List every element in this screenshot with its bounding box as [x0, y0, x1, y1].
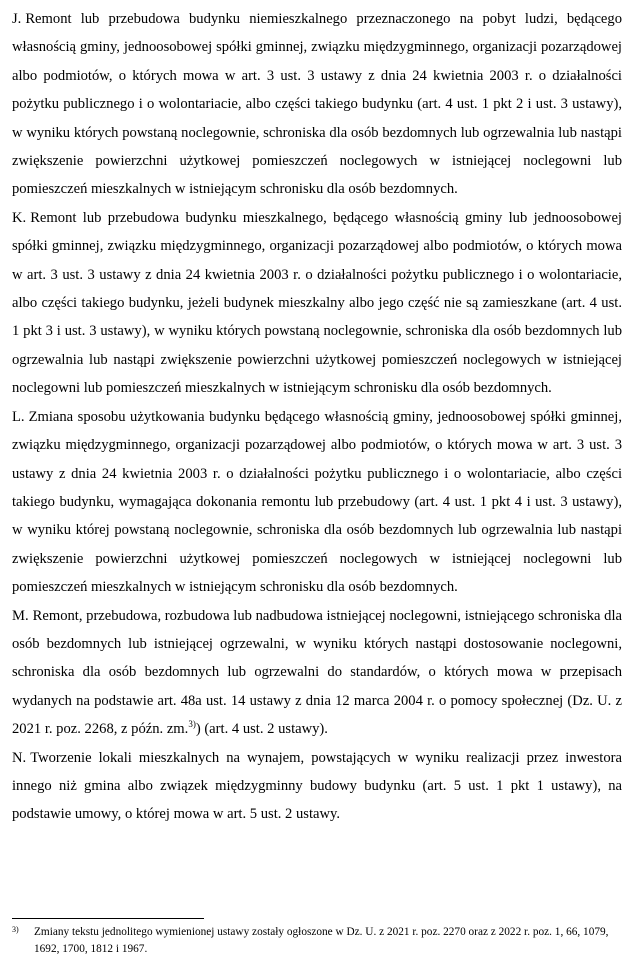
paragraph-text: Remont lub przebudowa budynku niemieszkalnego przeznaczonego na pobyt ludzi, będącego własnością gminy, jednoosobowej spółki gminnej, związku międzygminnego, organizacji pozarządowej albo podmiotów, o których mowa w art. 3 ust. 3 ustawy z dnia 24 kwietnia 2003 r. o działalności pożytku publicznego i o wolontariacie, albo części takiego budynku (art. 4 ust. 1 pkt 2 i ust. 3 ustawy), w wyniku których powstaną noclegownie, schroniska dla osób bezdomnych lub ogrzewalnia lub nastąpi zwiększenie powierzchni użytkowej pomieszczeń noclegowych w istniejącej noclegowni lub pomieszczeń mieszkalnych w istniejącym schronisku dla osób bezdomnych.: [12, 11, 622, 198]
paragraph-j: [12, 5, 622, 204]
paragraph-l: [12, 403, 622, 602]
footnote-text: Zmiany tekstu jednolitego wymienionej ustawy zostały ogłoszone w Dz. U. z 2021 r. poz. 2270 oraz z 2022 r. poz. 1, 66, 1079, 1692, 1700, 1812 i 1967.: [34, 926, 609, 955]
paragraph-letter: M.: [12, 607, 29, 624]
footnote: [12, 924, 624, 958]
paragraph-letter: N.: [12, 749, 27, 766]
paragraph-text-tail: ) (art. 4 ust. 2 ustawy).: [195, 721, 328, 738]
paragraph-m: [12, 602, 622, 744]
footnote-divider: [12, 918, 204, 919]
paragraph-text: Remont, przebudowa, rozbudowa lub nadbudowa istniejącej noclegowni, istniejącego schroniska dla osób bezdomnych lub istniejącej ogrzewalni, w wyniku których nastąpi dostosowanie noclegowni, schroniska dla osób bezdomnych lub ogrzewalni do standardów, o których mowa w przepisach wydanych na podstawie art. 48a ust. 14 ustawy z dnia 12 marca 2004 r. o pomocy społecznej (Dz. U. z 2021 r. poz. 2268, z późn. zm.: [12, 607, 622, 738]
paragraph-text: Zmiana sposobu użytkowania budynku będącego własnością gminy, jednoosobowej spółki gminnej, związku międzygminnego, organizacji pozarządowej albo podmiotów, o których mowa w art. 3 ust. 3 ustawy z dnia 24 kwietnia 2003 r. o działalności pożytku publicznego i o wolontariacie, albo części takiego budynku, wymagająca dokonania remontu lub przebudowy (art. 4 ust. 1 pkt 4 i ust. 3 ustawy), w wyniku której powstaną noclegownie, schroniska dla osób bezdomnych lub ogrzewalnia lub nastąpi zwiększenie powierzchni użytkowej pomieszczeń noclegowych w istniejącej noclegowni lub pomieszczeń mieszkalnych w istniejącym schronisku dla osób bezdomnych.: [12, 408, 622, 596]
paragraph-text: Remont lub przebudowa budynku mieszkalnego, będącego własnością gminy lub jednoosobowej spółki gminnej, związku międzygminnego, organizacji pozarządowej albo podmiotów, o których mowa w art. 3 ust. 3 ustawy z dnia 24 kwietnia 2003 r. o działalności pożytku publicznego i o wolontariacie, albo części takiego budynku, jeżeli budynek mieszkalny albo jego część nie są zamieszkane (art. 4 ust. 1 pkt 3 i ust. 3 ustawy), w wyniku których powstaną noclegownie, schroniska dla osób bezdomnych lub ogrzewalnia lub nastąpi zwiększenie powierzchni użytkowej pomieszczeń noclegowych w istniejącej noclegowni lub pomieszczeń mieszkalnych w istniejącym schronisku dla osób bezdomnych.: [12, 209, 622, 397]
document-body: [12, 5, 622, 829]
paragraph-letter: L.: [12, 408, 25, 425]
paragraph-k: [12, 204, 622, 403]
paragraph-n: [12, 744, 622, 829]
paragraph-letter: J.: [12, 11, 22, 27]
footnote-reference: 3): [188, 719, 196, 730]
paragraph-letter: K.: [12, 209, 27, 226]
paragraph-text: Tworzenie lokali mieszkalnych na wynajem, powstających w wyniku realizacji przez inwestora innego niż gmina albo związek międzygminny budowy budynku (art. 5 ust. 1 pkt 1 ustawy), na podstawie umowy, o której mowa w art. 5 ust. 2 ustawy.: [12, 749, 622, 823]
footnote-mark: 3): [12, 925, 19, 934]
